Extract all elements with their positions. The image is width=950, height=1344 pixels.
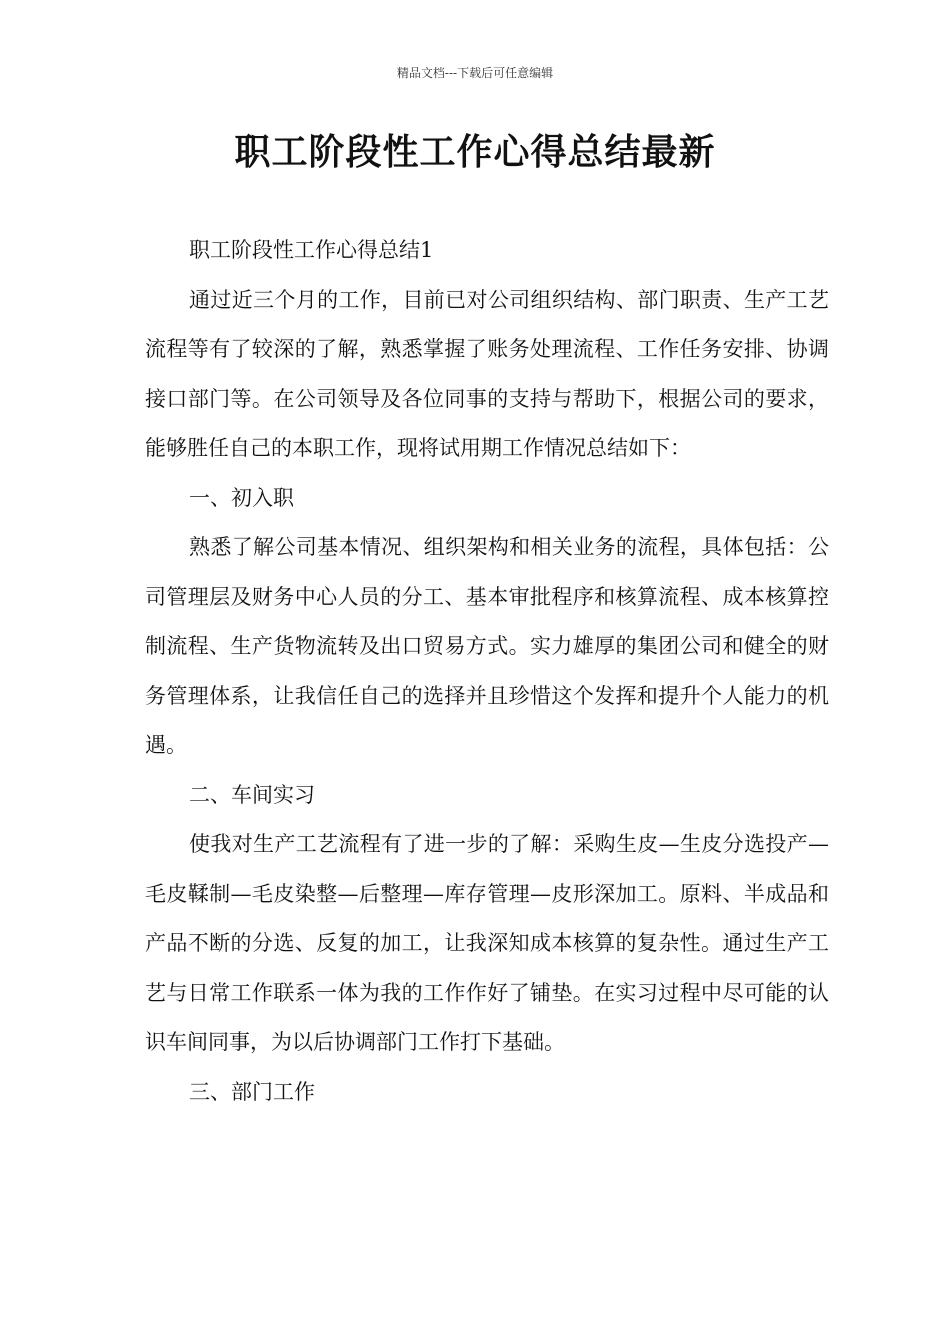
- document-title: 职工阶段性工作心得总结最新: [234, 132, 716, 173]
- section-subtitle: 职工阶段性工作心得总结1: [189, 238, 434, 262]
- section-heading-onboarding: 一、初入职: [189, 485, 294, 510]
- document-body: [145, 226, 829, 1117]
- workshop-paragraph: 使我对生产工艺流程有了进一步的了解：采购生皮—生皮分选投产—毛皮鞣制—毛皮染整—后整理—库存管理—皮形深加工。原料、半成品和产品不断的分选、反复的加工，让我深知成本核算的复杂性。通过生产工艺与日常工作联系一体为我的工作作好了铺垫。在实习过程中尽可能的认识车间同事，为以后协调部门工作打下基础。: [145, 832, 829, 1054]
- section-heading-department: 三、部门工作: [189, 1079, 315, 1104]
- section-heading-workshop: 二、车间实习: [189, 782, 315, 807]
- intro-paragraph: 通过近三个月的工作，目前已对公司组织结构、部门职责、生产工艺流程等有了较深的了解，熟悉掌握了账务处理流程、工作任务安排、协调接口部门等。在公司领导及各位同事的支持与帮助下，根据公司的要求，能够胜任自己的本职工作，现将试用期工作情况总结如下：: [145, 287, 829, 460]
- page-header: 精品文档---下载后可任意编辑: [396, 66, 554, 80]
- onboarding-paragraph: 熟悉了解公司基本情况、组织架构和相关业务的流程，具体包括：公司管理层及财务中心人员的分工、基本审批程序和核算流程、成本核算控制流程、生产货物流转及出口贸易方式。实力雄厚的集团公司和健全的财务管理体系，让我信任自己的选择并且珍惜这个发挥和提升个人能力的机遇。: [145, 535, 829, 757]
